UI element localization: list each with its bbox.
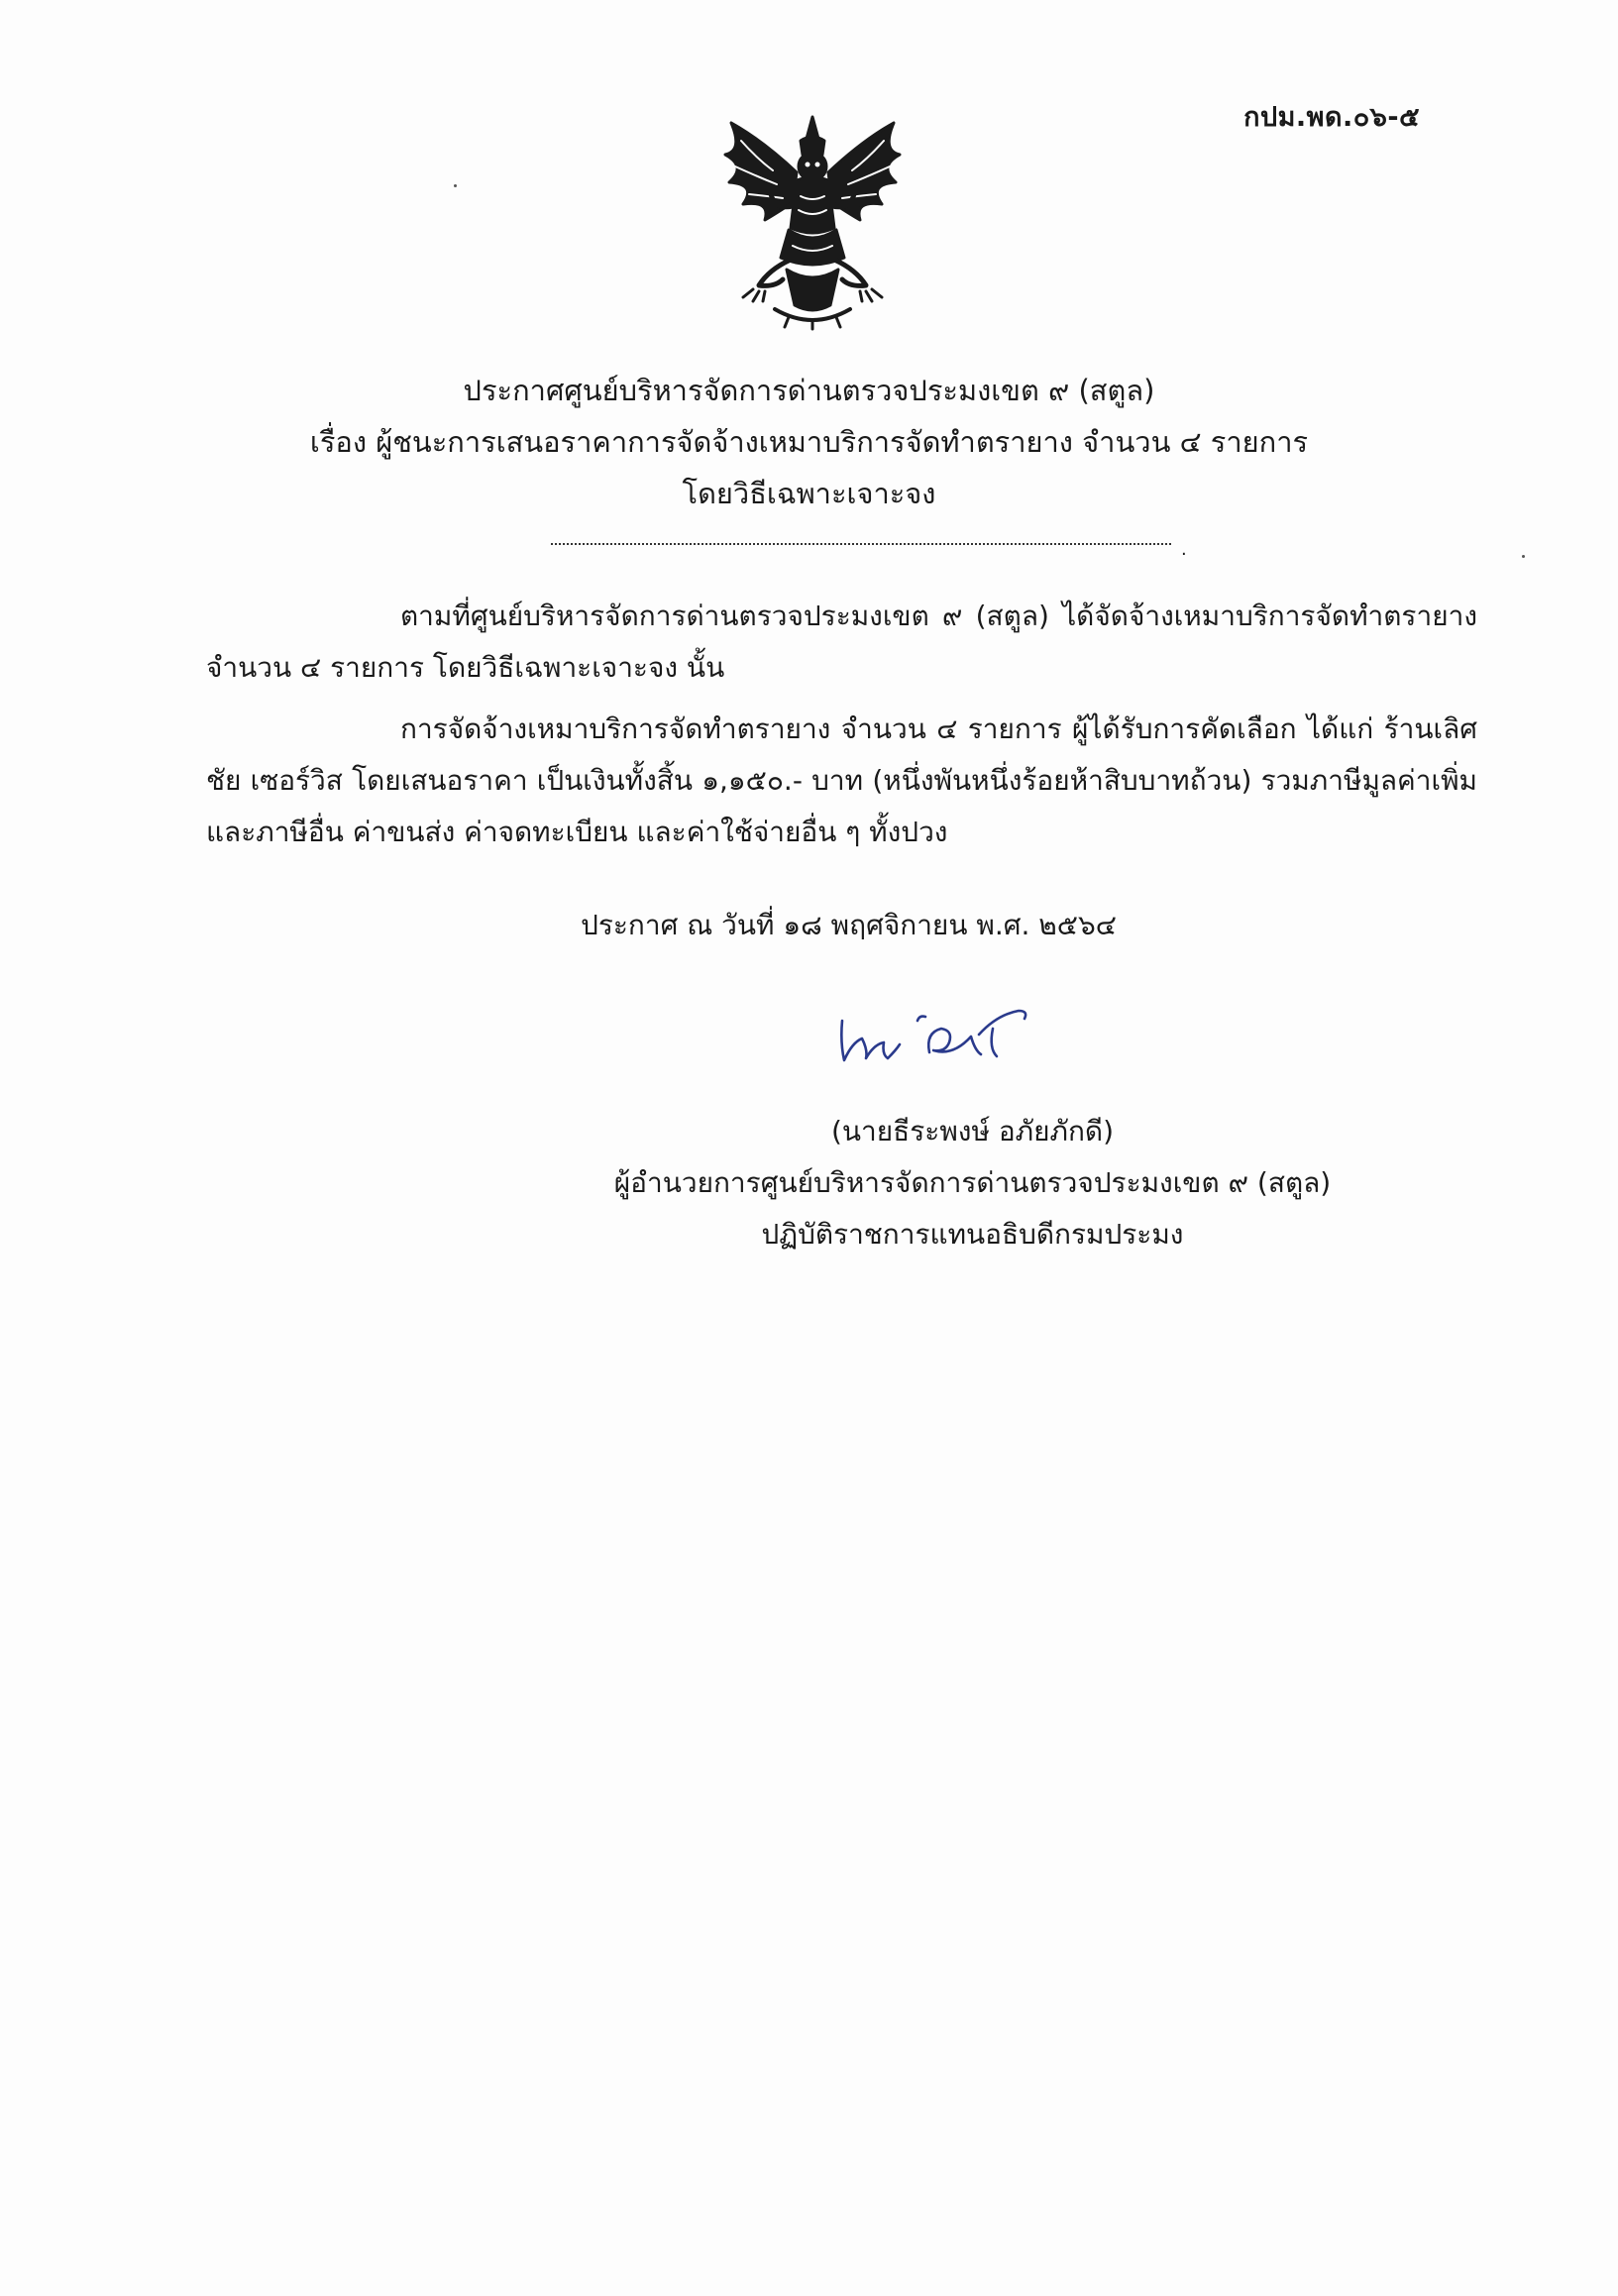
body-paragraph-1: ตามที่ศูนย์บริหารจัดการด่านตรวจประมงเขต ๙ (สตูล) ได้จัดจ้างเหมาบริการจัดทำตรายาง จำนวน ๔ รายการ โดยวิธีเฉพาะเจาะจง นั้น [206, 600, 1477, 684]
dotted-divider [551, 543, 1171, 545]
handwritten-signature-icon [822, 981, 1070, 1080]
announce-date: ประกาศ ณ วันที่ ๑๘ พฤศจิกายน พ.ศ. ๒๕๖๔ [581, 909, 1117, 941]
scan-speck [454, 184, 457, 187]
signatory-name: (นายธีระพงษ์ อภัยภักดี) [830, 1115, 1115, 1148]
signatory-position: ผู้อำนวยการศูนย์บริหารจัดการด่านตรวจประมงเขต ๙ (สตูล) [613, 1166, 1332, 1199]
form-code: กปม.พด.๐๖-๕ [1243, 102, 1420, 133]
divider-end-dot: . [1181, 539, 1187, 560]
signatory-acting: ปฏิบัติราชการแทนอธิบดีกรมประมง [761, 1218, 1184, 1251]
announcement-method: โดยวิธีเฉพาะเจาะจง [682, 477, 936, 510]
garuda-emblem-icon [713, 111, 912, 331]
announcement-subject: เรื่อง ผู้ชนะการเสนอราคาการจัดจ้างเหมาบริการจัดทำตรายาง จำนวน ๔ รายการ [309, 425, 1309, 459]
announcement-title: ประกาศศูนย์บริหารจัดการด่านตรวจประมงเขต ๙ (สตูล) [463, 374, 1155, 407]
body-paragraph-2: การจัดจ้างเหมาบริการจัดทำตรายาง จำนวน ๔ รายการ ผู้ได้รับการคัดเลือก ได้แก่ ร้านเลิศชัย เซอร์วิส โดยเสนอราคา เป็นเงินทั้งสิ้น ๑,๑๕๐.- บาท (หนึ่งพันหนึ่งร้อยห้าสิบบาทถ้วน) รวมภาษีมูลค่าเพิ่ม และภาษีอื่น ค่าขนส่ง ค่าจดทะเบียน และค่าใช้จ่ายอื่น ๆ ทั้งปวง [206, 712, 1477, 848]
scan-speck [1522, 555, 1525, 558]
